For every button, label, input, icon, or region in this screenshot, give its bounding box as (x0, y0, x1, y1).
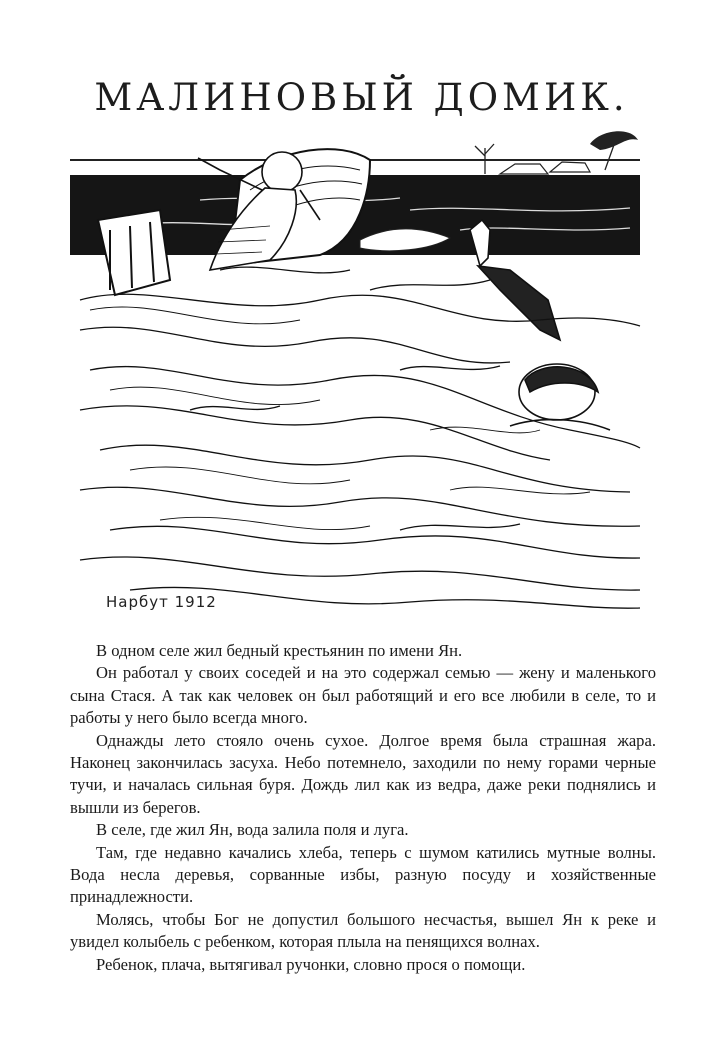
paragraph: В селе, где жил Ян, вода залила поля и луга. (96, 820, 409, 840)
paragraph: В одном селе жил бедный крестьянин по имени Ян. (96, 641, 463, 660)
story-title: МАЛИНОВЫЙ ДОМИК. (94, 76, 629, 119)
paragraph: Там, где недавно качались хлеба, теперь с шумом катились мутные волны. Вода несла деревья, сорванные избы, разную посуду и хозяйственные принадлежности. (70, 842, 656, 907)
paragraph: Ребенок, плача, вытягивал ручонки, словно прося о помощи. (96, 954, 526, 974)
paragraph: Он работал у своих соседей и на это содержал семью — жену и маленького сына Стася. А так как человек он был работящий и его все любили в селе, то и работы у него было всегда много. (70, 663, 656, 728)
flood-illustration (70, 130, 650, 620)
artist-signature: Нарбут 1912 (106, 593, 217, 611)
swimmer-head (510, 364, 610, 430)
paragraph: Молясь, чтобы Бог не допустил большого несчастья, вышел Ян к реке и увидел колыбель с ребенком, которая плыла на пенящихся волнах. (70, 909, 656, 952)
story-text (70, 640, 656, 976)
paragraph: Однажды лето стояло очень сухое. Долгое время была страшная жара. Наконец закончилась засуха. Небо потемнело, заходили по нему горами черные тучи, и началась сильная буря. Дождь лил как из ведра, даже реки поднялись и вышли из берегов. (70, 730, 656, 817)
